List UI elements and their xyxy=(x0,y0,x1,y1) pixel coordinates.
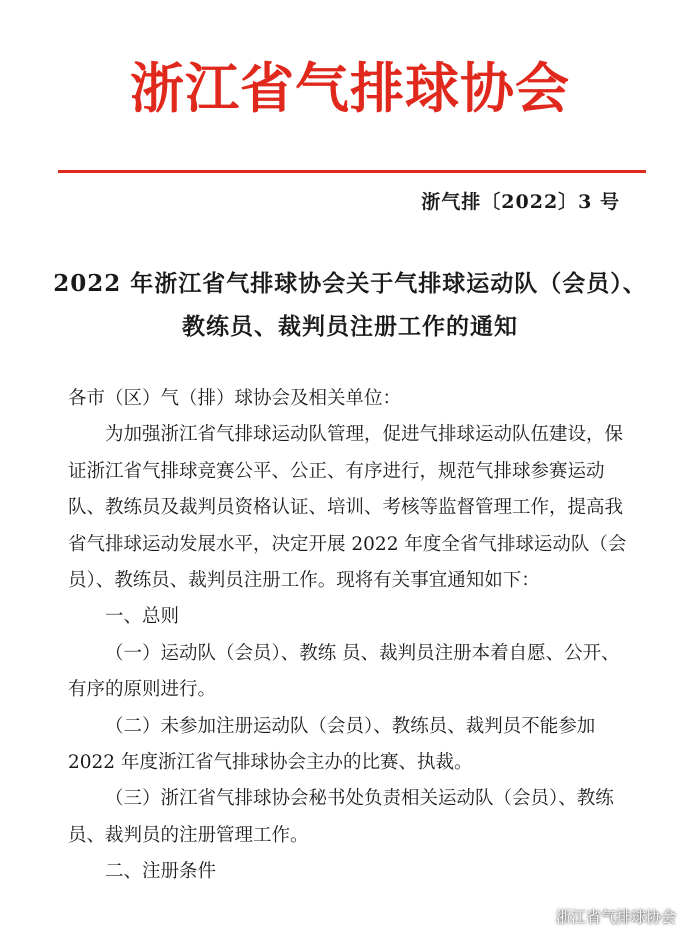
document-title xyxy=(40,262,660,348)
document-title-line-2: 教练员、裁判员注册工作的通知 xyxy=(182,313,518,340)
item-1-paragraph: （一）运动队（会员）、教练 员、裁判员注册本着自愿、公开、有序的原则进行。 xyxy=(68,642,620,701)
salutation: 各市（区）气（排）球协会及相关单位： xyxy=(68,388,402,409)
wechat-watermark xyxy=(528,906,676,927)
document-title-line-1: 2022 年浙江省气排球协会关于气排球运动队（会员）、 xyxy=(53,270,647,297)
watermark-text: 浙江省气排球协会 xyxy=(555,908,676,926)
wechat-icon xyxy=(528,908,550,926)
item-3-paragraph: （三）浙江省气排球协会秘书处负责相关运动队（会员）、教练员、裁判员的注册管理工作。 xyxy=(68,788,614,846)
intro-paragraph: 为加强浙江省气排球运动队管理，促进气排球运动队伍建设，保证浙江省气排球竞赛公平、公正、有序进行，规范气排球参赛运动队、教练员及裁判员资格认证、培训、考核等监督管理工作，提高我省气排球运动发展水平，决定开展 2022 年度全省气排球运动队（会员）、教练员、裁判员注册工作。现将有关事宜通知如下： xyxy=(68,424,627,592)
letterhead-red-rule xyxy=(58,170,646,173)
section-heading-conditions: 二、注册条件 xyxy=(105,861,217,883)
document-number: 浙气排〔2022〕3 号 xyxy=(421,191,620,213)
section-heading-general: 一、总则 xyxy=(105,606,180,628)
letterhead-org-name: 浙江省气排球协会 xyxy=(130,57,570,120)
item-2-paragraph: （二）未参加注册运动队（会员）、教练员、裁判员不能参加 2022 年度浙江省气排球协会主办的比赛、执裁。 xyxy=(68,715,596,774)
document-body xyxy=(68,381,638,891)
